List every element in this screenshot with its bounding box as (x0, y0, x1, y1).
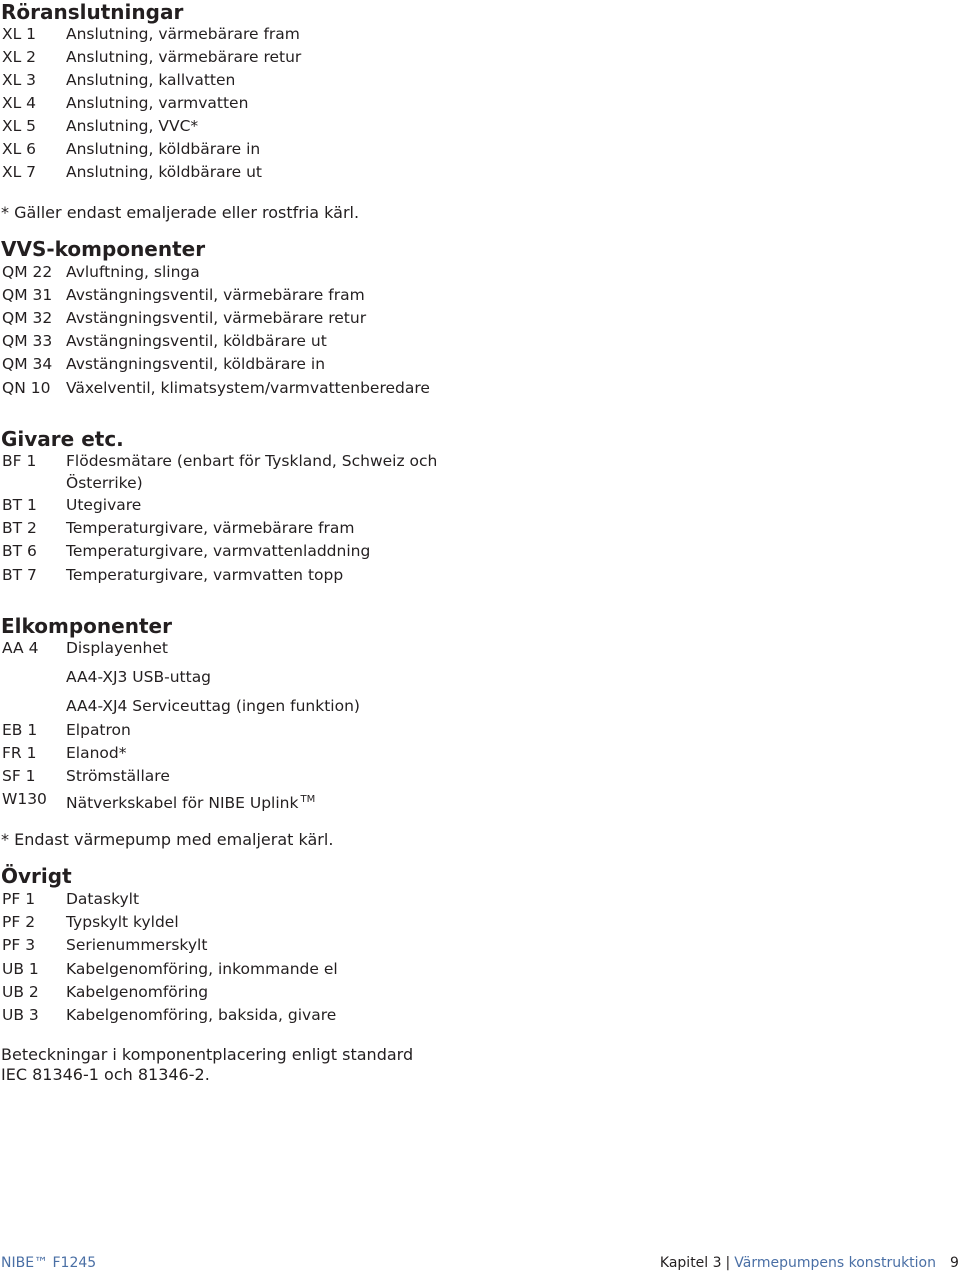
item-description: Kabelgenomföring (66, 983, 209, 1001)
item-description: Elpatron (66, 721, 131, 739)
item-description: Anslutning, kallvatten (66, 71, 236, 89)
footer-section-title: Värmepumpens konstruktion (734, 1255, 936, 1271)
item-description: Anslutning, VVC* (66, 117, 199, 135)
item-description: Dataskylt (66, 890, 140, 908)
page-number: 9 (950, 1255, 959, 1271)
sub-item: AA4-XJ4 Serviceuttag (ingen funktion) (66, 697, 360, 715)
item-code: QN 10 (2, 379, 51, 397)
section-heading-other: Övrigt (1, 864, 72, 888)
item-code: QM 33 (2, 332, 53, 350)
item-code: XL 6 (2, 140, 37, 158)
item-code: AA 4 (2, 639, 39, 657)
item-description: Typskylt kyldel (66, 913, 179, 931)
footnote-electrical-components: * Endast värmepump med emaljerat kärl. (1, 830, 334, 849)
page-footer (0, 1252, 960, 1274)
footnote-pipe-connections: * Gäller endast emaljerade eller rostfria kärl. (1, 203, 360, 222)
item-code: XL 3 (2, 71, 37, 89)
item-code: EB 1 (2, 721, 38, 739)
item-description: Utegivare (66, 496, 142, 514)
item-code: PF 1 (2, 890, 36, 908)
section-heading-sensors: Givare etc. (1, 427, 124, 451)
item-description-text: Nätverkskabel för NIBE Uplink (66, 794, 299, 812)
item-description: Kabelgenomföring, inkommande el (66, 960, 338, 978)
item-description: Avstängningsventil, köldbärare in (66, 355, 326, 373)
item-description: Elanod* (66, 744, 127, 762)
footer-brand: NIBE™ F1245 (1, 1255, 97, 1271)
item-code: PF 3 (2, 936, 36, 954)
item-code: XL 5 (2, 117, 37, 135)
item-code: W130 (2, 790, 47, 808)
item-description: Anslutning, varmvatten (66, 94, 249, 112)
item-code: QM 34 (2, 355, 53, 373)
item-description: Anslutning, värmebärare fram (66, 25, 300, 43)
item-description: Anslutning, köldbärare ut (66, 163, 263, 181)
item-description-continuation: Österrike) (66, 474, 143, 492)
section-heading-pipe-connections: Röranslutningar (1, 0, 184, 24)
item-code: XL 7 (2, 163, 37, 181)
sub-item: AA4-XJ3 USB-uttag (66, 668, 212, 686)
item-description: Flödesmätare (enbart för Tyskland, Schweiz och (66, 452, 438, 470)
item-description: Strömställare (66, 767, 170, 785)
section-heading-electrical-components: Elkomponenter (1, 614, 172, 638)
item-description: Anslutning, köldbärare in (66, 140, 261, 158)
item-code: BF 1 (2, 452, 37, 470)
item-code: XL 2 (2, 48, 37, 66)
section-heading-hvac-components: VVS-komponenter (1, 237, 206, 261)
item-description: Kabelgenomföring, baksida, givare (66, 1006, 337, 1024)
item-code: UB 2 (2, 983, 39, 1001)
item-description: Avstängningsventil, värmebärare fram (66, 286, 365, 304)
item-code: PF 2 (2, 913, 36, 931)
item-description: Serienummerskylt (66, 936, 208, 954)
item-code: FR 1 (2, 744, 37, 762)
item-description: Avluftning, slinga (66, 263, 200, 281)
item-code: QM 22 (2, 263, 53, 281)
item-description: Temperaturgivare, varmvattenladdning (66, 542, 371, 560)
item-code: SF 1 (2, 767, 36, 785)
standard-note-line: IEC 81346-1 och 81346-2. (1, 1065, 210, 1084)
item-code: BT 7 (2, 566, 37, 584)
item-description: Avstängningsventil, värmebärare retur (66, 309, 367, 327)
item-description (66, 788, 315, 815)
trademark-superscript: TM (300, 794, 316, 805)
item-code: BT 2 (2, 519, 37, 537)
footer-separator: | (725, 1255, 731, 1271)
item-description: Temperaturgivare, varmvatten topp (66, 566, 344, 584)
item-description: Anslutning, värmebärare retur (66, 48, 302, 66)
item-code: BT 1 (2, 496, 37, 514)
standard-reference-note (1, 1045, 413, 1085)
item-description: Avstängningsventil, köldbärare ut (66, 332, 327, 350)
item-code: XL 4 (2, 94, 37, 112)
footer-chapter-info (660, 1252, 936, 1274)
item-code: QM 32 (2, 309, 53, 327)
item-description: Växelventil, klimatsystem/varmvattenberedare (66, 379, 430, 397)
footer-chapter: Kapitel 3 (659, 1255, 722, 1271)
item-code: UB 1 (2, 960, 39, 978)
item-code: XL 1 (2, 25, 37, 43)
item-description: Temperaturgivare, värmebärare fram (66, 519, 355, 537)
item-code: UB 3 (2, 1006, 39, 1024)
item-description: Displayenhet (66, 639, 168, 657)
item-code: BT 6 (2, 542, 37, 560)
standard-note-line: Beteckningar i komponentplacering enligt standard (1, 1045, 414, 1064)
item-code: QM 31 (2, 286, 53, 304)
